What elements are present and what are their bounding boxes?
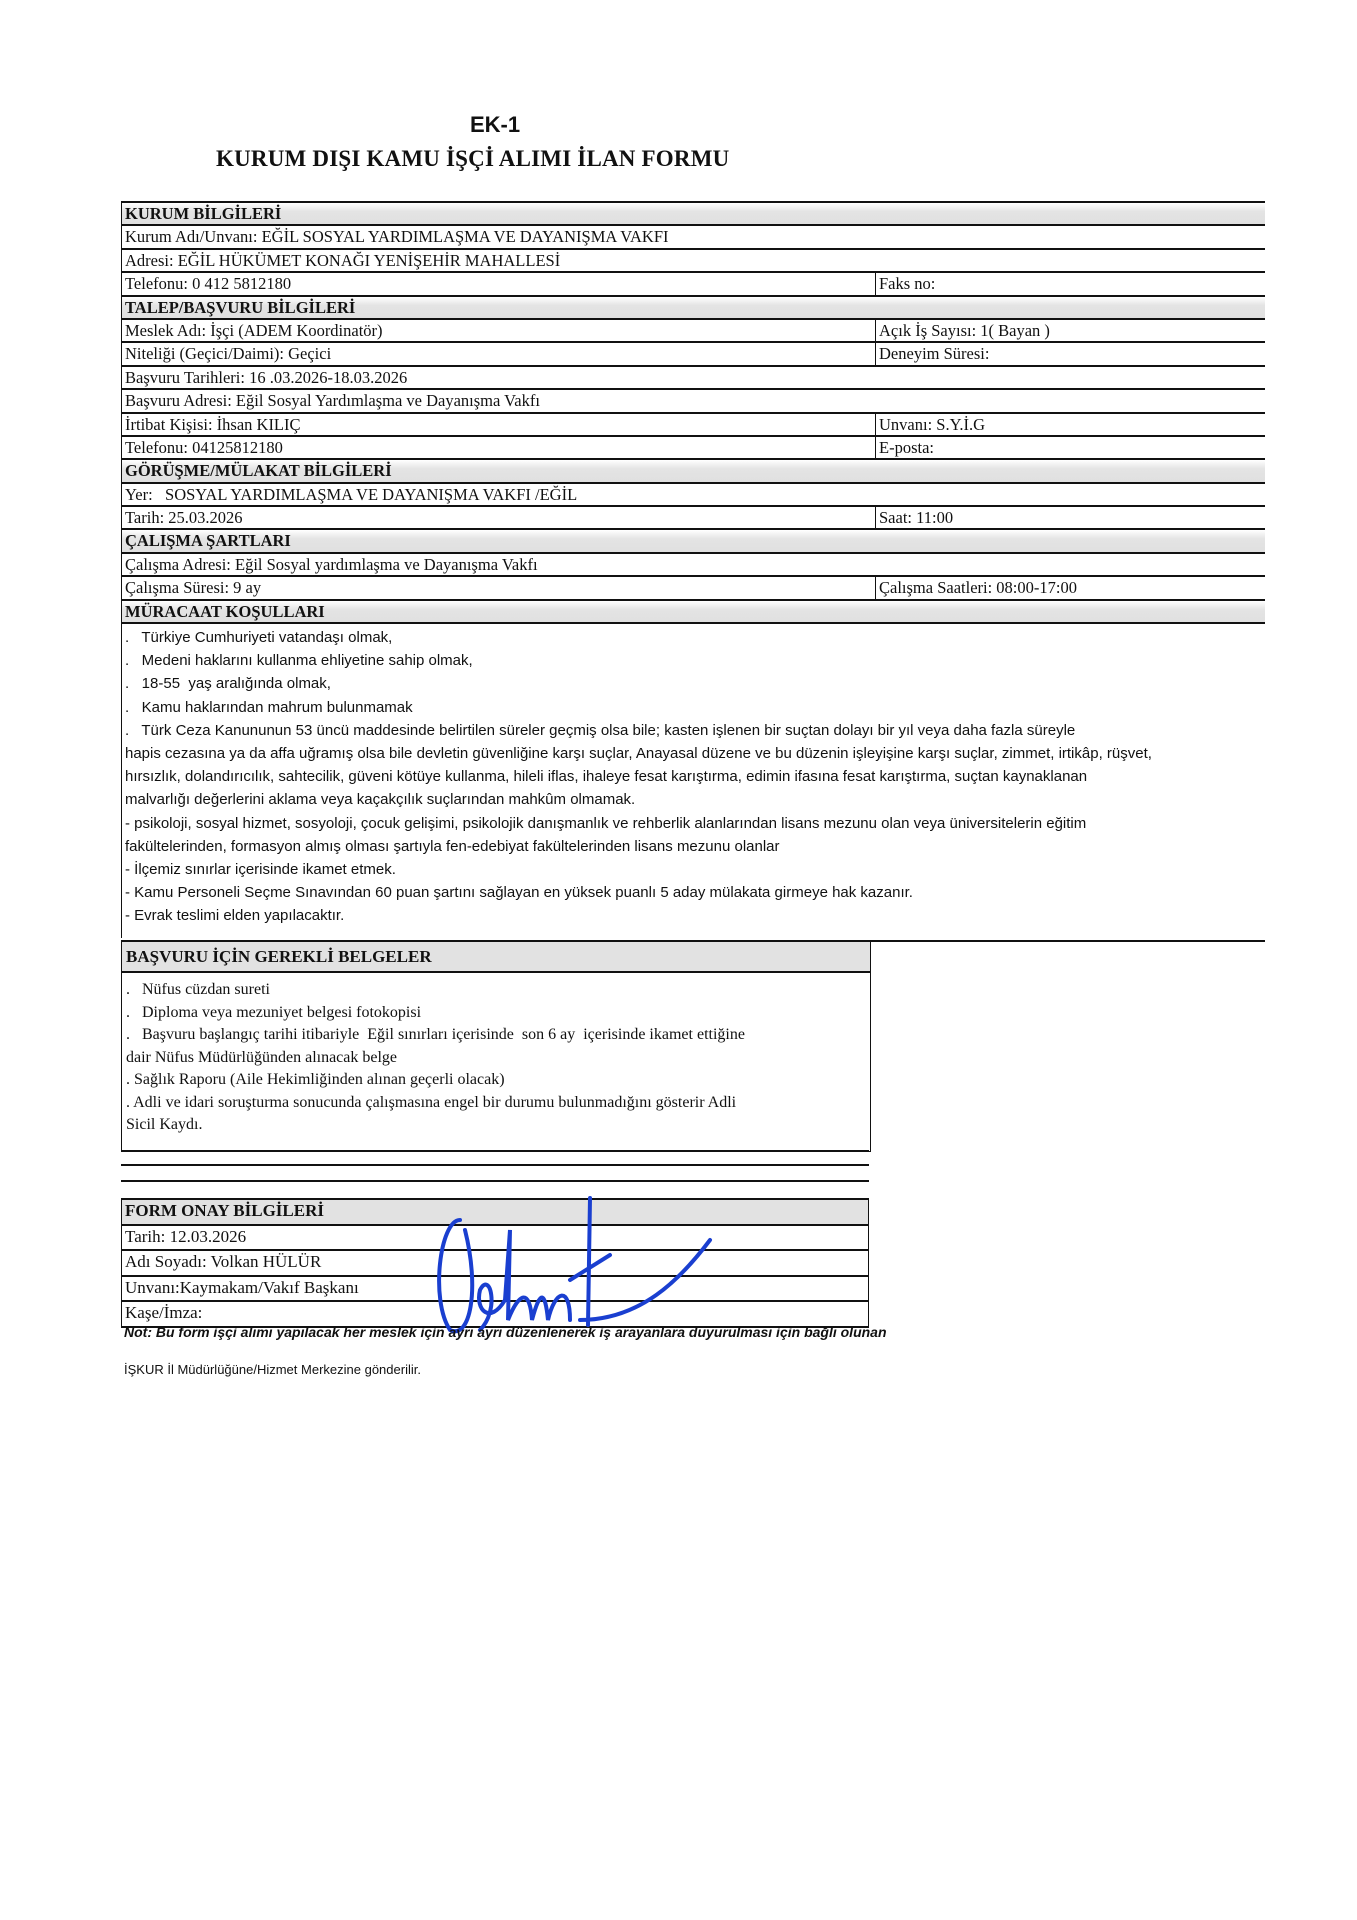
section-kurum xyxy=(121,201,1265,224)
section-heading: GÖRÜŞME/MÜLAKAT BİLGİLERİ xyxy=(125,461,392,481)
table-row xyxy=(121,435,1265,458)
form-title: KURUM DIŞI KAMU İŞÇİ ALIMI İLAN FORMU xyxy=(216,146,730,171)
job-name: Meslek Adı: İşçi (ADEM Koordinatör) xyxy=(122,320,876,341)
required-documents xyxy=(121,940,871,1152)
section-gorusme xyxy=(121,458,1265,481)
section-heading: MÜRACAAT KOŞULLARI xyxy=(125,601,325,621)
institution-address: Adresi: EĞİL HÜKÜMET KONAĞI YENİŞEHİR MAHALLESİ xyxy=(125,250,561,270)
table-row xyxy=(121,365,1265,388)
contact-title: Unvanı: S.Y.İ.G xyxy=(879,414,986,434)
section-talep xyxy=(121,295,1265,318)
work-address: Çalışma Adresi: Eğil Sosyal yardımlaşma ve Dayanışma Vakfı xyxy=(125,554,538,574)
condition-line: hapis cezasına ya da affa uğramış olsa bile devletin güvenliğine karşı suçlar, Anayasal düzene ve bu düzenin işleyişine karşı suçlar, zimmet, irtikâp, rüşvet, xyxy=(125,745,1152,763)
table-row xyxy=(121,224,1265,247)
table-row xyxy=(121,575,1265,598)
divider xyxy=(121,1164,869,1166)
document-line: Sicil Kaydı. xyxy=(126,1116,203,1133)
form-table xyxy=(121,201,1265,938)
interview-place: Yer: SOSYAL YARDIMLAŞMA VE DAYANIŞMA VAKFI /EĞİL xyxy=(125,484,578,504)
divider xyxy=(121,1150,869,1152)
approval-date: Tarih: 12.03.2026 xyxy=(121,1224,869,1250)
table-row xyxy=(121,412,1265,435)
conditions-list xyxy=(121,622,1265,938)
document-line: . Adli ve idari soruşturma sonucunda çalışmasına engel bir durumu bulunmadığını gösterir Adli xyxy=(126,1093,737,1111)
institution-phone: Telefonu: 0 412 5812180 xyxy=(122,273,876,294)
condition-line: . Kamu haklarından mahrum bulunmamak xyxy=(125,698,413,716)
contact-phone: Telefonu: 04125812180 xyxy=(122,437,876,458)
approver-name: Adı Soyadı: Volkan HÜLÜR xyxy=(121,1249,869,1275)
interview-date: Tarih: 25.03.2026 xyxy=(122,507,876,528)
condition-line: hırsızlık, dolandırıcılık, sahtecilik, güveni kötüye kullanma, hileli iflas, ihaleye fesat karıştırma, edimin ifasına fesat karıştırma, suçtan kaynaklanan xyxy=(125,768,1088,786)
approver-title: Unvanı:Kaymakam/Vakıf Başkanı xyxy=(121,1275,869,1301)
section-heading: FORM ONAY BİLGİLERİ xyxy=(121,1198,869,1224)
condition-line: - psikoloji, sosyal hizmet, sosyoloji, çocuk gelişimi, psikolojik danışmanlık ve rehberlik alanlarından lisans mezunu olan veya üniversitelerin eğitim xyxy=(125,814,1087,832)
section-heading: TALEP/BAŞVURU BİLGİLERİ xyxy=(125,297,356,317)
document-line: . Başvuru başlangıç tarihi itibariyle Eğil sınırları içerisinde son 6 ay içerisinde ikamet ettiğine xyxy=(126,1026,745,1043)
footer-note-2: İŞKUR İl Müdürlüğüne/Hizmet Merkezine gönderilir. xyxy=(124,1362,421,1377)
section-heading: BAŞVURU İÇİN GEREKLİ BELGELER xyxy=(122,942,870,973)
table-row xyxy=(121,505,1265,528)
footer-note: Not: Bu form işçi alımı yapılacak her meslek için ayrı ayrı düzenlenerek iş arayanlara duyurulması için bağlı olunan xyxy=(124,1324,887,1340)
interview-time: Saat: 11:00 xyxy=(879,508,954,528)
openings: Açık İş Sayısı: 1( Bayan ) xyxy=(879,320,1050,340)
condition-line: malvarlığı değerlerini aklama veya kaçakçılık suçlarından mahkûm olmamak. xyxy=(125,791,636,809)
contact-person: İrtibat Kişisi: İhsan KILIÇ xyxy=(122,414,876,435)
application-address: Başvuru Adresi: Eğil Sosyal Yardımlaşma ve Dayanışma Vakfı xyxy=(125,391,540,411)
table-row xyxy=(121,318,1265,341)
fax: Faks no: xyxy=(879,274,936,294)
signature-image xyxy=(420,1180,780,1340)
application-dates: Başvuru Tarihleri: 16 .03.2026-18.03.2026 xyxy=(125,367,408,387)
condition-line: . Türk Ceza Kanununun 53 üncü maddesinde belirtilen süreler geçmiş olsa bile; kasten işlenen bir suçtan dolayı bir yıl veya daha fazla süreyle xyxy=(125,721,1076,739)
condition-line: . Türkiye Cumhuriyeti vatandaşı olmak, xyxy=(125,629,393,647)
table-row xyxy=(121,248,1265,271)
condition-line: - Evrak teslimi elden yapılacaktır. xyxy=(125,907,345,925)
job-type: Niteliği (Geçici/Daimi): Geçici xyxy=(122,343,876,364)
condition-line: . Medeni haklarını kullanma ehliyetine sahip olmak, xyxy=(125,652,473,670)
document-line: . Sağlık Raporu (Aile Hekimliğinden alınan geçerli olacak) xyxy=(126,1071,505,1088)
annex-label: EK-1 xyxy=(470,112,521,137)
document-line: dair Nüfus Müdürlüğünden alınacak belge xyxy=(126,1048,398,1066)
section-calisma xyxy=(121,528,1265,551)
work-duration: Çalışma Süresi: 9 ay xyxy=(122,577,876,598)
work-hours: Çalışma Saatleri: 08:00-17:00 xyxy=(879,578,1077,598)
table-row xyxy=(121,341,1265,364)
table-row xyxy=(121,482,1265,505)
email: E-posta: xyxy=(879,437,934,457)
section-heading: KURUM BİLGİLERİ xyxy=(125,204,282,223)
condition-line: . 18-55 yaş aralığında olmak, xyxy=(125,675,331,693)
section-muracaat xyxy=(121,599,1265,622)
document-line: . Diploma veya mezuniyet belgesi fotokopisi xyxy=(126,1003,422,1021)
condition-line: - İlçemiz sınırlar içerisinde ikamet etmek. xyxy=(125,861,396,879)
divider xyxy=(869,940,1265,942)
table-row xyxy=(121,388,1265,411)
table-row xyxy=(121,552,1265,575)
institution-name: Kurum Adı/Unvanı: EĞİL SOSYAL YARDIMLAŞMA VE DAYANIŞMA VAKFI xyxy=(125,227,669,247)
table-row xyxy=(121,271,1265,294)
document-line: . Nüfus cüzdan sureti xyxy=(126,981,270,998)
section-heading: ÇALIŞMA ŞARTLARI xyxy=(125,531,291,551)
stamp-signature: Kaşe/İmza: xyxy=(121,1300,869,1328)
experience: Deneyim Süresi: xyxy=(879,344,990,364)
condition-line: fakültelerinden, formasyon almış olması şartıyla fen-edebiyat fakültelerinden lisans mezunu olanlar xyxy=(125,837,780,855)
condition-line: - Kamu Personeli Seçme Sınavından 60 puan şartını sağlayan en yüksek puanlı 5 aday mülakata girmeye hak kazanır. xyxy=(125,884,913,902)
